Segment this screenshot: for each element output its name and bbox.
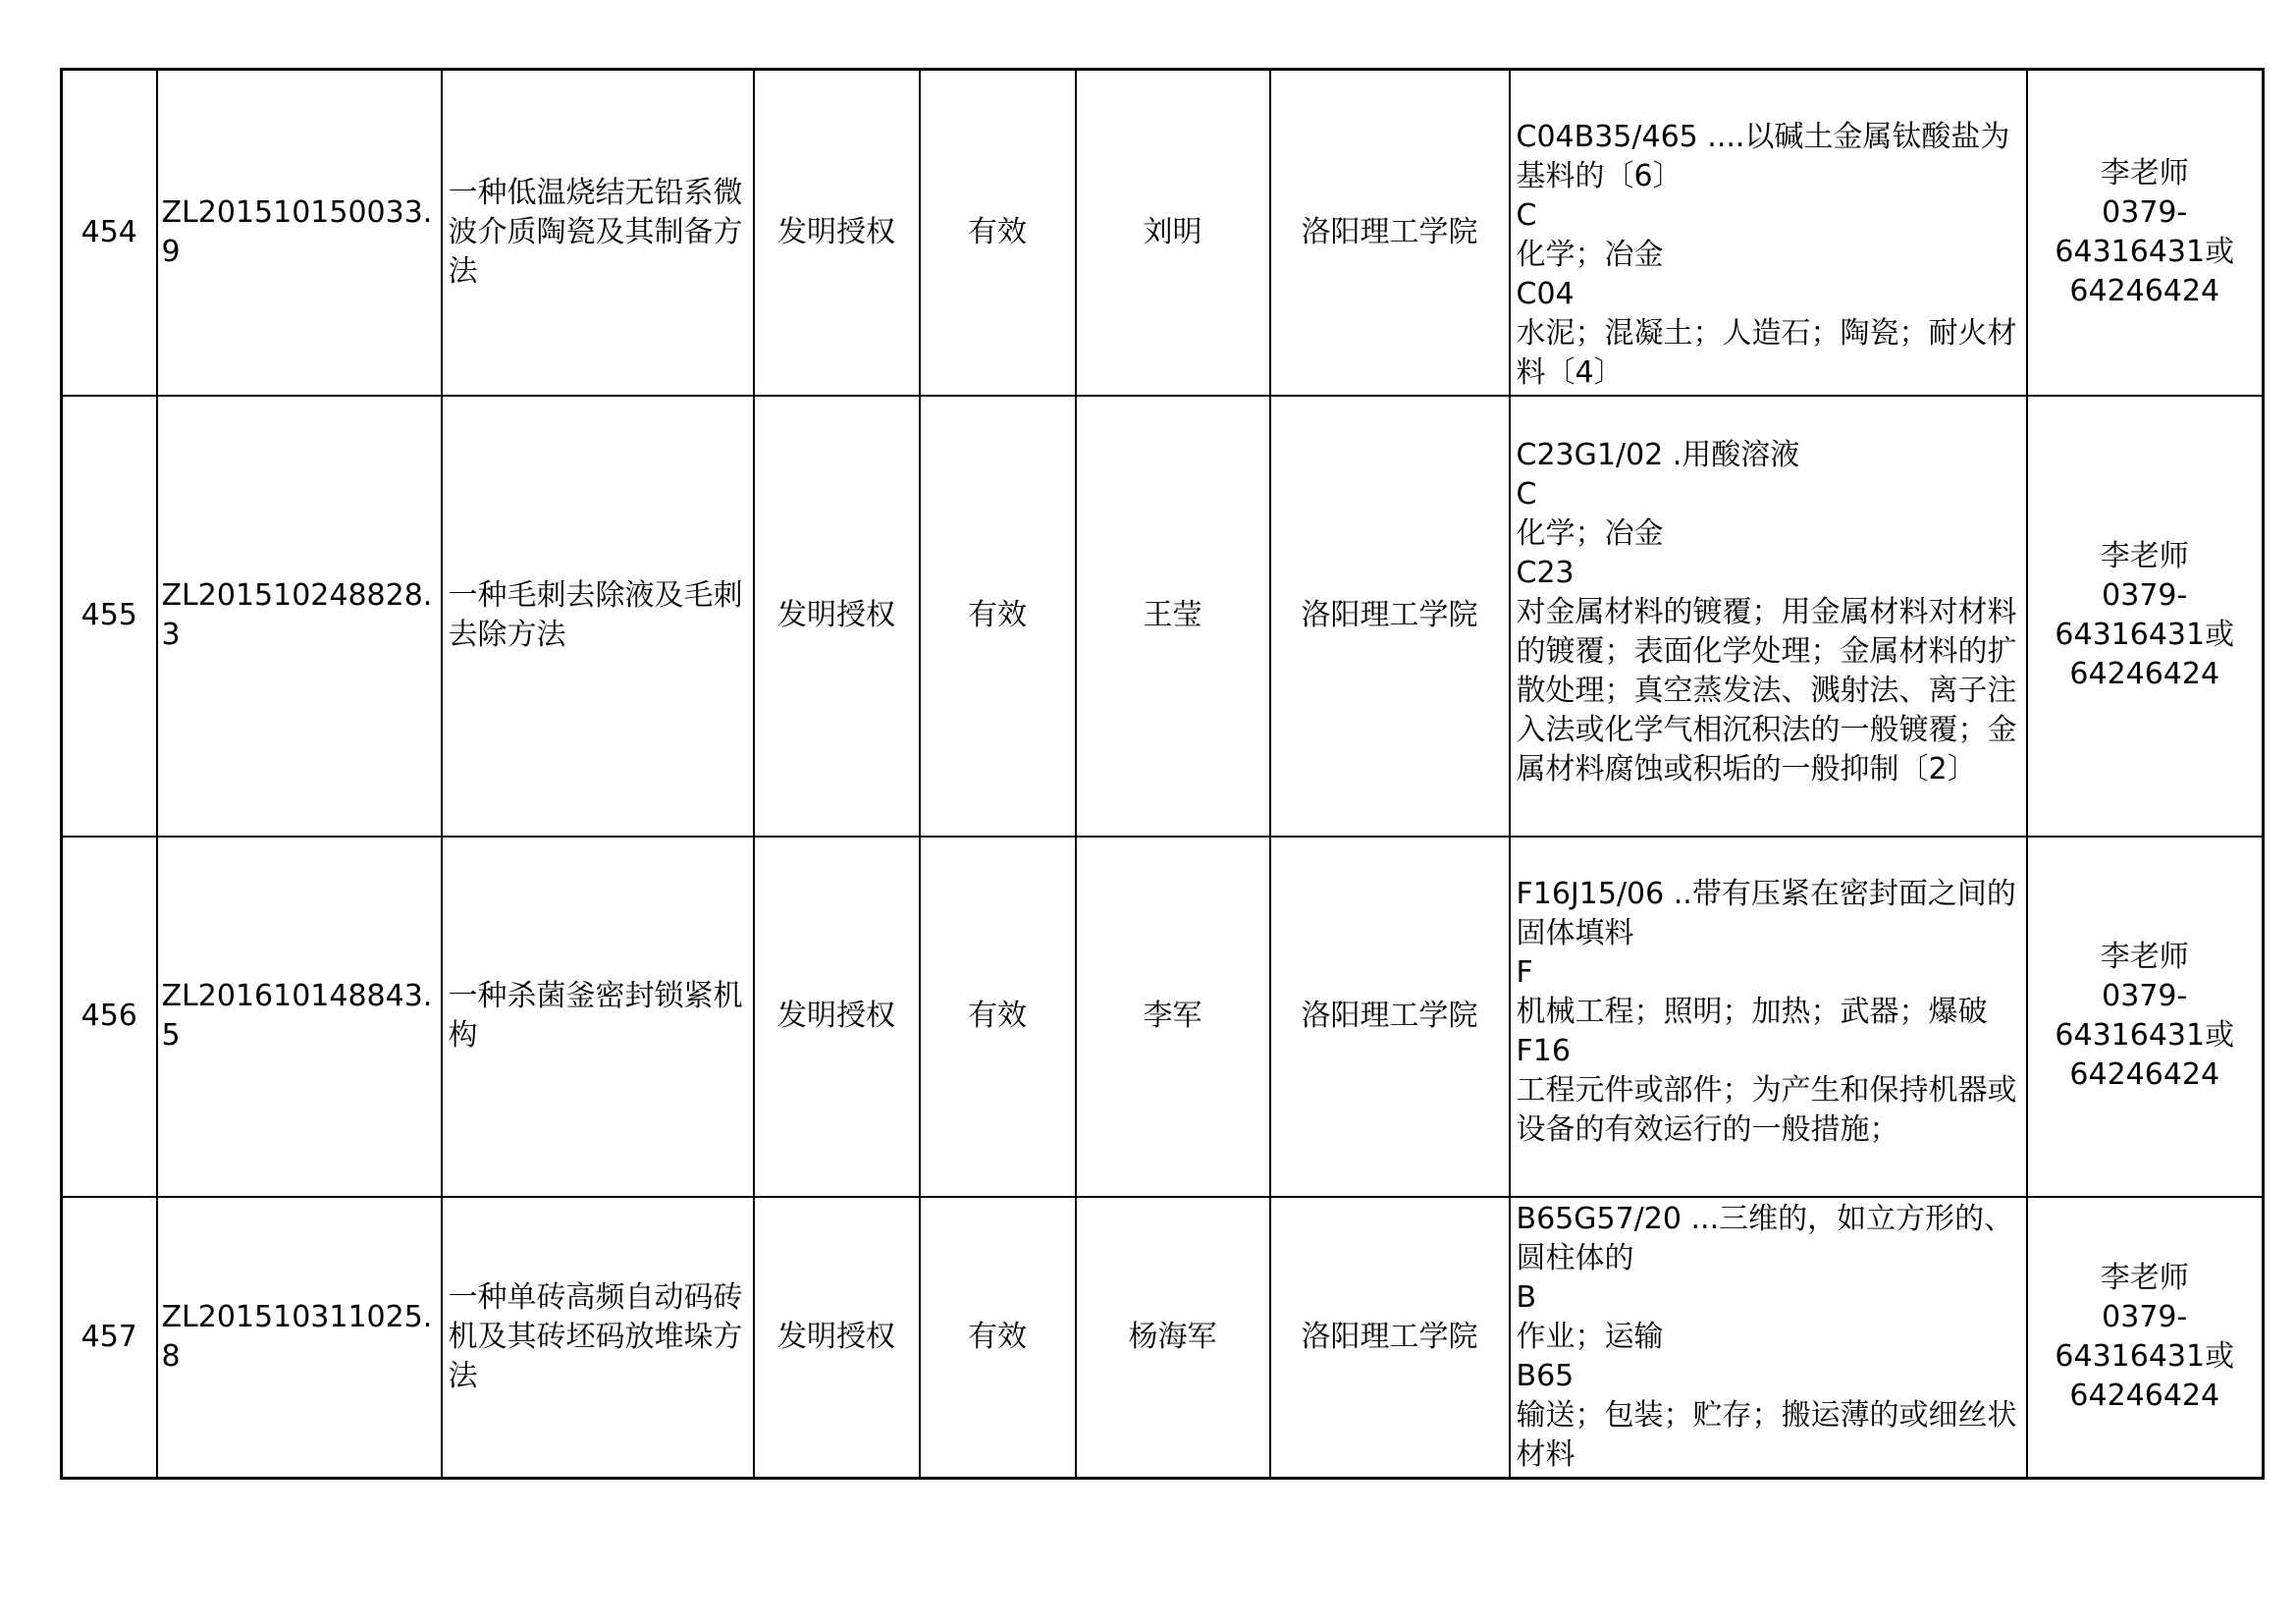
legal-status: 有效: [920, 70, 1076, 396]
contact-phone: 0379-64316431或64246424: [2055, 979, 2235, 1092]
table-body: [62, 70, 2264, 1479]
patentee: 洛阳理工学院: [1270, 70, 1510, 396]
contact-name: 李老师: [2100, 940, 2189, 974]
ipc-line: 工程元件或部件；为产生和保持机器或设备的有效运行的一般措施；: [1516, 1072, 2017, 1147]
ipc-line: C: [1516, 476, 1537, 512]
patent-type: 发明授权: [754, 396, 920, 837]
patent-type: 发明授权: [754, 70, 920, 396]
patent-number: ZL201510311025.8: [157, 1197, 442, 1479]
ipc-line: 机械工程；照明；加热；武器；爆破: [1516, 994, 1988, 1029]
legal-status: 有效: [920, 1197, 1076, 1479]
inventor: 杨海军: [1076, 1197, 1270, 1479]
patent-title: 一种杀菌釜密封锁紧机构: [442, 837, 754, 1197]
contact: [2027, 837, 2264, 1197]
patent-number: ZL201610148843.5: [157, 837, 442, 1197]
ipc-line: B: [1516, 1279, 1537, 1315]
ipc-classification: [1510, 837, 2027, 1197]
ipc-line: B65G57/20 ...三维的，如立方形的、圆柱体的: [1516, 1201, 2014, 1275]
patent-number: ZL201510248828.3: [157, 396, 442, 837]
contact-name: 李老师: [2100, 155, 2189, 190]
inventor: 刘明: [1076, 70, 1270, 396]
patent-title: 一种低温烧结无铅系微波介质陶瓷及其制备方法: [442, 70, 754, 396]
contact-phone: 0379-64316431或64246424: [2055, 194, 2235, 308]
row-number: 454: [62, 70, 157, 396]
patentee: 洛阳理工学院: [1270, 837, 1510, 1197]
patent-type: 发明授权: [754, 1197, 920, 1479]
ipc-line: 对金属材料的镀覆；用金属材料对材料的镀覆；表面化学处理；金属材料的扩散处理；真空蒸发法、溅射法、离子注入法或化学气相沉积法的一般镀覆；金属材料腐蚀或积垢的一般抑制〔2〕: [1516, 594, 2017, 786]
ipc-line: C04B35/465 ....以碱土金属钛酸盐为基料的〔6〕: [1516, 120, 2010, 193]
inventor: 王莹: [1076, 396, 1270, 837]
ipc-line: 化学；冶金: [1516, 238, 1664, 272]
patentee: 洛阳理工学院: [1270, 396, 1510, 837]
table-row: [62, 1197, 2264, 1479]
ipc-line: 化学；冶金: [1516, 515, 1664, 551]
contact-phone: 0379-64316431或64246424: [2055, 578, 2235, 691]
ipc-line: F: [1516, 954, 1533, 990]
table-row: [62, 70, 2264, 396]
ipc-line: 输送；包装；贮存；搬运薄的或细丝状材料: [1516, 1397, 2017, 1472]
ipc-line: 作业；运输: [1516, 1319, 1664, 1354]
contact-name: 李老师: [2100, 539, 2189, 573]
legal-status: 有效: [920, 837, 1076, 1197]
ipc-line: B65: [1516, 1358, 1575, 1393]
row-number: 457: [62, 1197, 157, 1479]
patent-title: 一种毛刺去除液及毛刺去除方法: [442, 396, 754, 837]
inventor: 李军: [1076, 837, 1270, 1197]
table-row: [62, 396, 2264, 837]
patent-title: 一种单砖高频自动码砖机及其砖坯码放堆垛方法: [442, 1197, 754, 1479]
ipc-line: C23G1/02 .用酸溶液: [1516, 437, 1800, 472]
ipc-line: C: [1516, 198, 1537, 233]
patent-table: [60, 68, 2265, 1480]
patent-number: ZL201510150033.9: [157, 70, 442, 396]
contact: [2027, 1197, 2264, 1479]
ipc-line: F16: [1516, 1033, 1571, 1068]
patentee: 洛阳理工学院: [1270, 1197, 1510, 1479]
ipc-line: C23: [1516, 555, 1575, 590]
contact-phone: 0379-64316431或64246424: [2055, 1299, 2235, 1413]
contact: [2027, 70, 2264, 396]
ipc-classification: [1510, 1197, 2027, 1479]
legal-status: 有效: [920, 396, 1076, 837]
ipc-line: F16J15/06 ..带有压紧在密封面之间的固体填料: [1516, 876, 2016, 950]
ipc-line: C04: [1516, 277, 1575, 311]
row-number: 456: [62, 837, 157, 1197]
table-row: [62, 837, 2264, 1197]
contact: [2027, 396, 2264, 837]
row-number: 455: [62, 396, 157, 837]
ipc-line: 水泥；混凝土；人造石；陶瓷；耐火材料〔4〕: [1516, 316, 2017, 390]
patent-type: 发明授权: [754, 837, 920, 1197]
contact-name: 李老师: [2100, 1260, 2189, 1295]
ipc-classification: [1510, 396, 2027, 837]
ipc-classification: [1510, 70, 2027, 396]
